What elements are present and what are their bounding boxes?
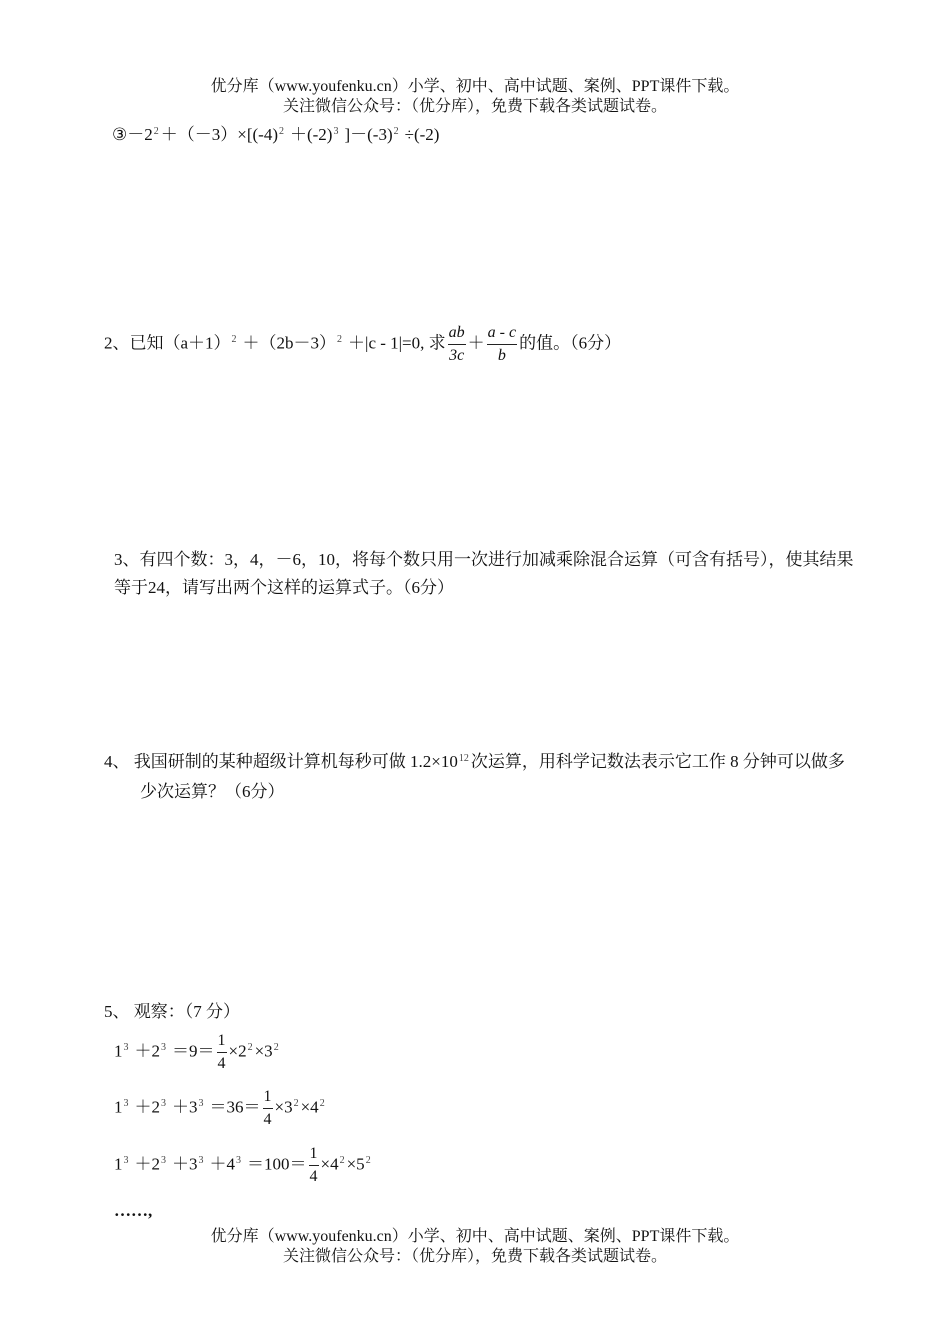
fraction-one-quarter: $\frac{1}{4}$	[263, 1088, 272, 1128]
footer-line-1: 优分库（www.youfenku.cn）小学、初中、高中试题、案例、PPT课件下载。	[210, 1228, 740, 1245]
header-line-1: 优分库（www.youfenku.cn）小学、初中、高中试题、案例、PPT课件下载。	[210, 78, 740, 95]
question-5-title: 5、 观察：（7 分）	[104, 1002, 240, 1021]
fraction-one-quarter: $\frac{1}{4}$	[217, 1032, 226, 1072]
q5-ellipsis: ……,	[114, 1201, 153, 1220]
fraction-one-quarter: $\frac{1}{4}$	[309, 1145, 318, 1185]
q5-equation-1: $1^3 +2^3 =9=$ $\frac{1}{4}$ $\times 2^2 \times 3^2$	[114, 1032, 279, 1072]
header-line-2: 关注微信公众号：（优分库），免费下载各类试题试卷。	[282, 98, 667, 115]
q1-part3-expression: $③-2^2 +(-3)\times[(-4)^2 +(-2)^3$ ]$-(-3)^2 \div(-2)$	[112, 125, 440, 144]
q5-equation-2: $1^3 +2^3 +3^3 =36=$ $\frac{1}{4}$ $\times 3^2 \times 4^2$	[114, 1088, 325, 1128]
footer-line-2: 关注微信公众号：（优分库），免费下载各类试题试卷。	[282, 1248, 667, 1265]
question-2: 2、已知$(a+1)^2 +(2b-3)^2 +|c - 1|=0$, 求 $\frac{ab}{3c}$ ＋ $\frac{a - c}{b}$ 的值。（6分）	[104, 324, 622, 364]
question-4: 4、 我国研制的某种超级计算机每秒可做 $1.2\times 10^{12}$ 次运算，用科学记数法表示它工作 8 分钟可以做多少次运算？（6分）	[104, 752, 845, 801]
fraction-a-minus-c-over-b: $\frac{a - c}{b}$	[487, 324, 517, 364]
q5-equation-3: $1^3 +2^3 +3^3 +4^3 =100=$ $\frac{1}{4}$ $\times 4^2 \times 5^2$	[114, 1145, 371, 1185]
question-3: 3、有四个数：3，4，－6，10，将每个数只用一次进行加减乘除混合运算（可含有括号），使其结果等于24，请写出两个这样的运算式子。（6分）	[114, 550, 854, 597]
fraction-ab-over-3c: $\frac{ab}{3c}$	[448, 324, 465, 364]
